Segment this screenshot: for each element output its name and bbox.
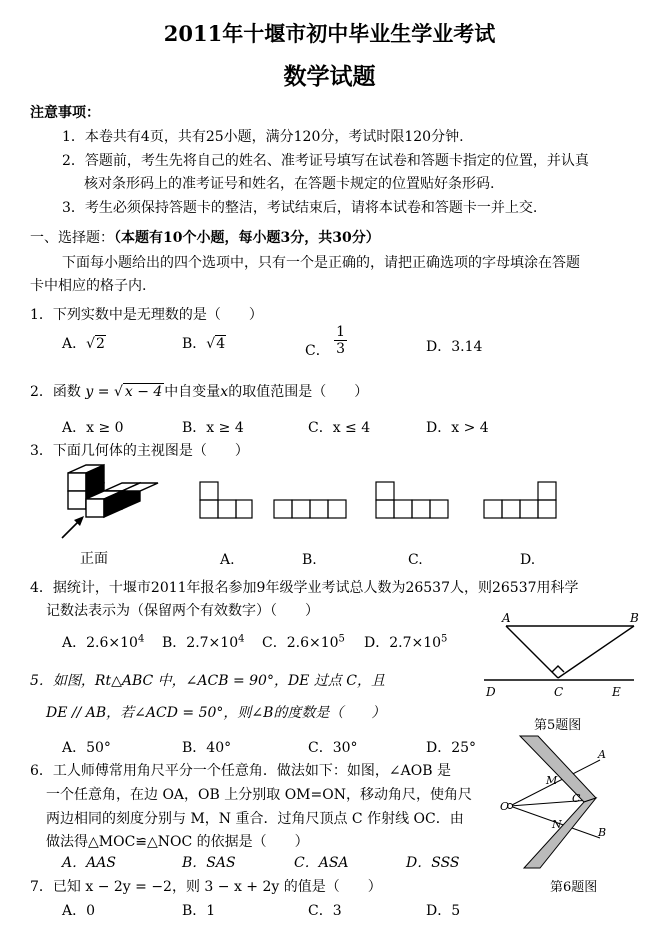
q6-label-a: A <box>598 748 606 761</box>
q2-stem: 2．函数 y = √ x − 4 中自变量x的取值范围是（ ） <box>30 384 369 400</box>
q3-view-c <box>374 480 450 520</box>
q5-option-a: A．50° <box>62 740 111 756</box>
q1-option-b: B．√4 <box>182 336 226 352</box>
q4-line-1: 4．据统计，十堰市2011年报名参加9年级学业考试总人数为26537人，则26537用科学 <box>30 580 579 596</box>
q6-label-c: C <box>572 792 581 805</box>
q5-figure <box>484 608 644 712</box>
notice-heading: 注意事项： <box>30 105 100 121</box>
q3-label-d: D. <box>520 552 536 568</box>
q4-line-2: 记数法表示为（保留两个有效数字）（ ） <box>46 603 319 619</box>
q4-option-c: C．$2.6\times 10^5$ <box>262 633 345 651</box>
q6-line-4: 做法得△MOC≌△NOC 的依据是（ ） <box>46 834 309 850</box>
notice-item-3: 3．考生必须保持答题卡的整洁，考试结束后，请将本试卷和答题卡一并上交. <box>62 200 538 216</box>
q6-option-c: C．ASA <box>294 855 349 871</box>
q6-option-a: A．AAS <box>62 855 116 871</box>
q6-option-d: D．SSS <box>406 855 460 871</box>
q2-option-b: B．x ≥ 4 <box>182 420 244 436</box>
q2-option-a: A．x ≥ 0 <box>62 420 124 436</box>
q3-label-b: B. <box>302 552 317 568</box>
q6-line-2: 一个任意角，在边 OA，OB 上分别取 OM=ON，移动角尺，使角尺 <box>46 787 472 803</box>
q5-option-c: C．30° <box>308 740 358 756</box>
exam-title: 2011年十堰市初中毕业生学业考试 <box>163 21 496 46</box>
q2-option-d: D．x > 4 <box>426 420 489 436</box>
section-note: （本题有10个小题，每小题3分，共30分） <box>114 230 380 246</box>
q7-option-d: D．5 <box>426 903 461 919</box>
q6-label-o: O <box>500 800 510 813</box>
q6-line-3: 两边相同的刻度分别与 M，N 重合．过角尺顶点 C 作射线 OC．由 <box>46 811 464 827</box>
q5-option-b: B．40° <box>182 740 232 756</box>
q7-option-b: B．1 <box>182 903 216 919</box>
q7-stem: 7．已知 x − 2y = −2，则 3 − x + 2y 的值是（ ） <box>30 879 382 895</box>
q3-view-d <box>482 480 558 520</box>
notice-item-2: 2．答题前，考生先将自己的姓名、准考证号填写在试卷和答题卡指定的位置，并认真 <box>62 153 589 169</box>
q4-option-d: D．$2.7\times 10^5$ <box>364 633 448 651</box>
notice-item-2-cont: 核对条形码上的准考证号和姓名，在答题卡规定的位置贴好条形码. <box>84 176 495 192</box>
section-instruction-2: 卡中相应的格子内. <box>30 278 147 294</box>
q6-option-b: B．SAS <box>182 855 236 871</box>
q5-option-d: D．25° <box>426 740 477 756</box>
q5-label-e: E <box>612 685 621 699</box>
section-heading <box>30 227 380 247</box>
q5-label-d: D <box>486 685 496 699</box>
q2-option-c: C．x ≤ 4 <box>308 420 371 436</box>
q1-option-c: C． $\frac{1}{3}$ <box>305 324 346 359</box>
section-title: 一、选择题： <box>30 230 114 246</box>
q5-figure-caption: 第5题图 <box>534 718 582 733</box>
q1-stem: 1．下列实数中是无理数的是（ ） <box>30 307 263 323</box>
q6-line-1: 6．工人师傅常用角尺平分一个任意角．做法如下：如图，∠AOB 是 <box>30 763 451 779</box>
q6-figure-caption: 第6题图 <box>550 880 598 895</box>
exam-subtitle: 数学试题 <box>283 63 376 90</box>
q6-figure <box>500 732 620 872</box>
q3-label-a: A. <box>220 552 235 568</box>
notice-item-1: 1．本卷共有4页，共有25小题，满分120分，考试时限120分钟. <box>62 129 464 145</box>
q4-option-b: B．$2.7\times 10^4$ <box>162 633 245 651</box>
q3-stem: 3．下面几何体的主视图是（ ） <box>30 443 249 459</box>
q1-option-a: A．√2 <box>62 336 105 352</box>
q3-label-c: C. <box>408 552 423 568</box>
q3-front-caption: 正面 <box>80 551 108 567</box>
q1-option-d: D．3.14 <box>426 339 483 355</box>
q6-label-m: M <box>546 774 558 787</box>
q7-option-c: C．3 <box>308 903 342 919</box>
q6-label-b: B <box>598 826 607 839</box>
q3-view-b <box>272 498 348 520</box>
front-arrow-icon <box>58 512 88 542</box>
q4-option-a: A．$2.6\times 10^4$ <box>62 633 145 651</box>
q3-view-a <box>198 480 254 520</box>
q6-label-n: N <box>552 818 562 831</box>
q5-label-c: C <box>554 685 564 699</box>
q5-line-2: DE // AB，若∠ACD = 50°，则∠B的度数是（ ） <box>46 705 386 721</box>
q5-line-1: 5．如图，Rt△ABC 中，∠ACB = 90°，DE 过点 C，且 <box>30 673 386 689</box>
q5-label-a: A <box>502 611 511 625</box>
q5-label-b: B <box>630 611 639 625</box>
section-instruction-1: 下面每小题给出的四个选项中，只有一个是正确的，请把正确选项的字母填涂在答题 <box>62 255 580 271</box>
q7-option-a: A．0 <box>62 903 96 919</box>
